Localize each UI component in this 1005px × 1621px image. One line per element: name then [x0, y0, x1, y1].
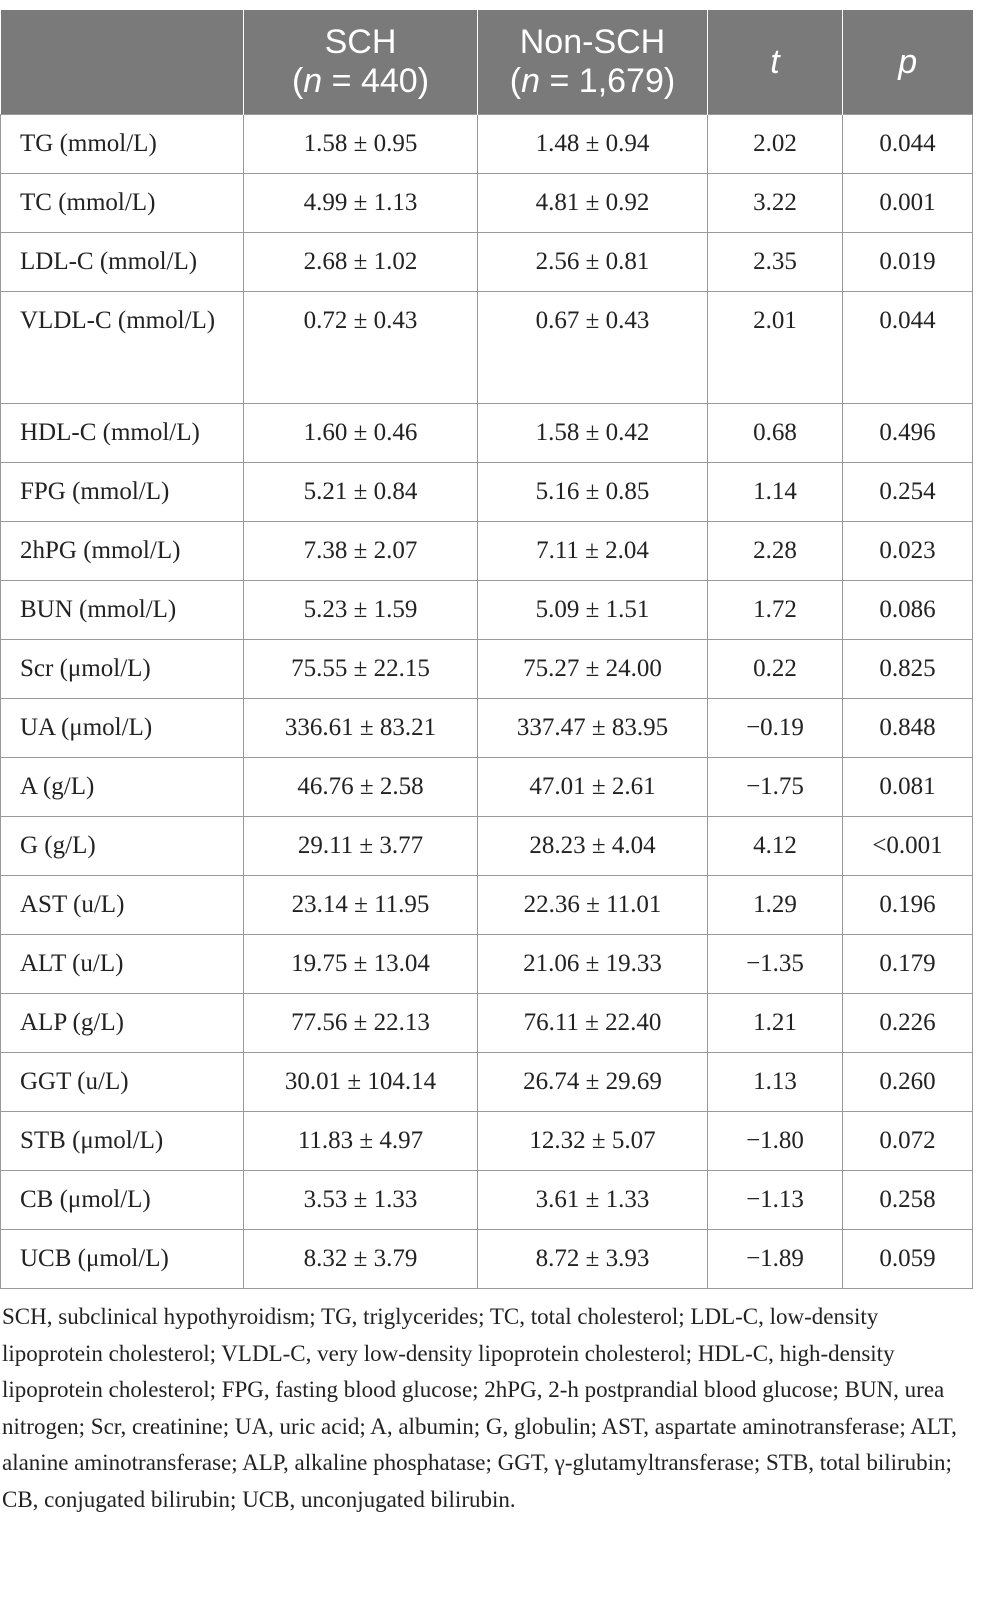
cell-t: 2.28: [708, 522, 843, 581]
table-row: [1, 1171, 973, 1230]
cell-p: 0.258: [843, 1171, 973, 1230]
cell-t: −1.13: [708, 1171, 843, 1230]
cell-p: 0.260: [843, 1053, 973, 1112]
cell-sch: 4.99 ± 1.13: [244, 174, 478, 233]
cell-non-sch: 4.81 ± 0.92: [478, 174, 708, 233]
cell-t: 1.21: [708, 994, 843, 1053]
cell-sch: 8.32 ± 3.79: [244, 1230, 478, 1289]
cell-variable: GGT (u/L): [1, 1053, 244, 1112]
cell-variable: UCB (μmol/L): [1, 1230, 244, 1289]
cell-sch: 3.53 ± 1.33: [244, 1171, 478, 1230]
cell-variable: FPG (mmol/L): [1, 463, 244, 522]
cell-t: 0.22: [708, 640, 843, 699]
cell-sch: 11.83 ± 4.97: [244, 1112, 478, 1171]
table-row: [1, 640, 973, 699]
header-t-label: t: [770, 42, 780, 81]
cell-sch: 2.68 ± 1.02: [244, 233, 478, 292]
header-p: [843, 10, 973, 115]
header-non-sch-title: Non-SCH: [519, 23, 666, 61]
cell-variable: A (g/L): [1, 758, 244, 817]
table-row: [1, 876, 973, 935]
cell-variable: Scr (μmol/L): [1, 640, 244, 699]
table-row: [1, 699, 973, 758]
cell-t: 1.72: [708, 581, 843, 640]
cell-variable: CB (μmol/L): [1, 1171, 244, 1230]
table-row: [1, 463, 973, 522]
cell-t: 1.13: [708, 1053, 843, 1112]
cell-t: −1.80: [708, 1112, 843, 1171]
cell-p: 0.059: [843, 1230, 973, 1289]
cell-non-sch: 76.11 ± 22.40: [478, 994, 708, 1053]
cell-p: 0.019: [843, 233, 973, 292]
cell-t: 1.14: [708, 463, 843, 522]
cell-p: 0.081: [843, 758, 973, 817]
table-row: [1, 1112, 973, 1171]
cell-t: 2.35: [708, 233, 843, 292]
table-row: [1, 233, 973, 292]
header-sch-n-value: = 440): [322, 62, 430, 100]
cell-sch: 77.56 ± 22.13: [244, 994, 478, 1053]
cell-variable: ALT (u/L): [1, 935, 244, 994]
cell-t: 1.29: [708, 876, 843, 935]
cell-p: 0.825: [843, 640, 973, 699]
cell-non-sch: 21.06 ± 19.33: [478, 935, 708, 994]
cell-non-sch: 5.09 ± 1.51: [478, 581, 708, 640]
table-row: [1, 817, 973, 876]
cell-t: −1.89: [708, 1230, 843, 1289]
header-sch: SCH (n = 440): [244, 10, 478, 115]
table-row: [1, 292, 973, 404]
cell-variable: G (g/L): [1, 817, 244, 876]
table-header: [1, 10, 973, 115]
cell-t: 0.68: [708, 404, 843, 463]
cell-t: 2.01: [708, 292, 843, 404]
cell-p: 0.086: [843, 581, 973, 640]
cell-non-sch: 22.36 ± 11.01: [478, 876, 708, 935]
cell-p: 0.072: [843, 1112, 973, 1171]
cell-non-sch: 3.61 ± 1.33: [478, 1171, 708, 1230]
cell-sch: 19.75 ± 13.04: [244, 935, 478, 994]
table-row: [1, 1053, 973, 1112]
cell-variable: AST (u/L): [1, 876, 244, 935]
header-t: [708, 10, 843, 115]
cell-sch: 30.01 ± 104.14: [244, 1053, 478, 1112]
cell-variable: UA (μmol/L): [1, 699, 244, 758]
cell-p: <0.001: [843, 817, 973, 876]
cell-t: −0.19: [708, 699, 843, 758]
cell-sch: 1.58 ± 0.95: [244, 115, 478, 174]
table-row: [1, 522, 973, 581]
cell-p: 0.044: [843, 292, 973, 404]
cell-non-sch: 75.27 ± 24.00: [478, 640, 708, 699]
cell-p: 0.226: [843, 994, 973, 1053]
cell-sch: 5.23 ± 1.59: [244, 581, 478, 640]
cell-p: 0.001: [843, 174, 973, 233]
cell-variable: 2hPG (mmol/L): [1, 522, 244, 581]
cell-non-sch: 2.56 ± 0.81: [478, 233, 708, 292]
cell-non-sch: 8.72 ± 3.93: [478, 1230, 708, 1289]
cell-p: 0.179: [843, 935, 973, 994]
table-row: [1, 115, 973, 174]
cell-t: 3.22: [708, 174, 843, 233]
cell-sch: 29.11 ± 3.77: [244, 817, 478, 876]
table-body: [1, 115, 973, 1289]
cell-non-sch: 26.74 ± 29.69: [478, 1053, 708, 1112]
cell-sch: 5.21 ± 0.84: [244, 463, 478, 522]
cell-p: 0.254: [843, 463, 973, 522]
cell-p: 0.023: [843, 522, 973, 581]
cell-non-sch: 12.32 ± 5.07: [478, 1112, 708, 1171]
data-table: [0, 10, 973, 1289]
cell-variable: TC (mmol/L): [1, 174, 244, 233]
header-p-label: p: [898, 42, 918, 81]
cell-sch: 1.60 ± 0.46: [244, 404, 478, 463]
cell-t: −1.35: [708, 935, 843, 994]
cell-non-sch: 337.47 ± 83.95: [478, 699, 708, 758]
cell-variable: BUN (mmol/L): [1, 581, 244, 640]
cell-non-sch: 7.11 ± 2.04: [478, 522, 708, 581]
cell-p: 0.044: [843, 115, 973, 174]
cell-p: 0.196: [843, 876, 973, 935]
cell-variable: STB (μmol/L): [1, 1112, 244, 1171]
cell-non-sch: 0.67 ± 0.43: [478, 292, 708, 404]
cell-sch: 336.61 ± 83.21: [244, 699, 478, 758]
table-row: [1, 174, 973, 233]
table-row: [1, 935, 973, 994]
cell-sch: 7.38 ± 2.07: [244, 522, 478, 581]
cell-non-sch: 5.16 ± 0.85: [478, 463, 708, 522]
table-row: [1, 404, 973, 463]
cell-t: −1.75: [708, 758, 843, 817]
cell-non-sch: 1.48 ± 0.94: [478, 115, 708, 174]
cell-p: 0.848: [843, 699, 973, 758]
table-row: [1, 1230, 973, 1289]
header-variable: [1, 10, 244, 115]
cell-variable: TG (mmol/L): [1, 115, 244, 174]
cell-variable: LDL-C (mmol/L): [1, 233, 244, 292]
cell-t: 4.12: [708, 817, 843, 876]
table-container: [0, 10, 972, 1518]
header-non-sch-n-symbol: n: [521, 62, 541, 100]
cell-sch: 75.55 ± 22.15: [244, 640, 478, 699]
cell-non-sch: 47.01 ± 2.61: [478, 758, 708, 817]
cell-sch: 0.72 ± 0.43: [244, 292, 478, 404]
header-sch-n-symbol: n: [303, 62, 323, 100]
table-row: [1, 581, 973, 640]
cell-t: 2.02: [708, 115, 843, 174]
cell-variable: VLDL-C (mmol/L): [1, 292, 244, 404]
cell-non-sch: 1.58 ± 0.42: [478, 404, 708, 463]
table-footnote: SCH, subclinical hypothyroidism; TG, triglycerides; TC, total cholesterol; LDL-C, low-density lipoprotein cholesterol; VLDL-C, very low-density lipoprotein cholesterol; HDL-C, high-density lipoprotein cholesterol; FPG, fasting blood glucose; 2hPG, 2-h postprandial blood glucose; BUN, urea nitrogen; Scr, creatinine; UA, uric acid; A, albumin; G, globulin; AST, aspartate aminotransferase; ALT, alanine aminotransferase; ALP, alkaline phosphatase; GGT, γ-glutamyltransferase; STB, total bilirubin; CB, conjugated bilirubin; UCB, unconjugated bilirubin.: [2, 1304, 957, 1512]
cell-variable: HDL-C (mmol/L): [1, 404, 244, 463]
cell-p: 0.496: [843, 404, 973, 463]
header-sch-title: SCH: [324, 23, 397, 61]
cell-sch: 46.76 ± 2.58: [244, 758, 478, 817]
table-row: [1, 758, 973, 817]
header-non-sch: Non-SCH (n = 1,679): [478, 10, 708, 115]
cell-sch: 23.14 ± 11.95: [244, 876, 478, 935]
header-non-sch-n-value: = 1,679): [540, 62, 676, 100]
table-row: [1, 994, 973, 1053]
cell-variable: ALP (g/L): [1, 994, 244, 1053]
cell-non-sch: 28.23 ± 4.04: [478, 817, 708, 876]
